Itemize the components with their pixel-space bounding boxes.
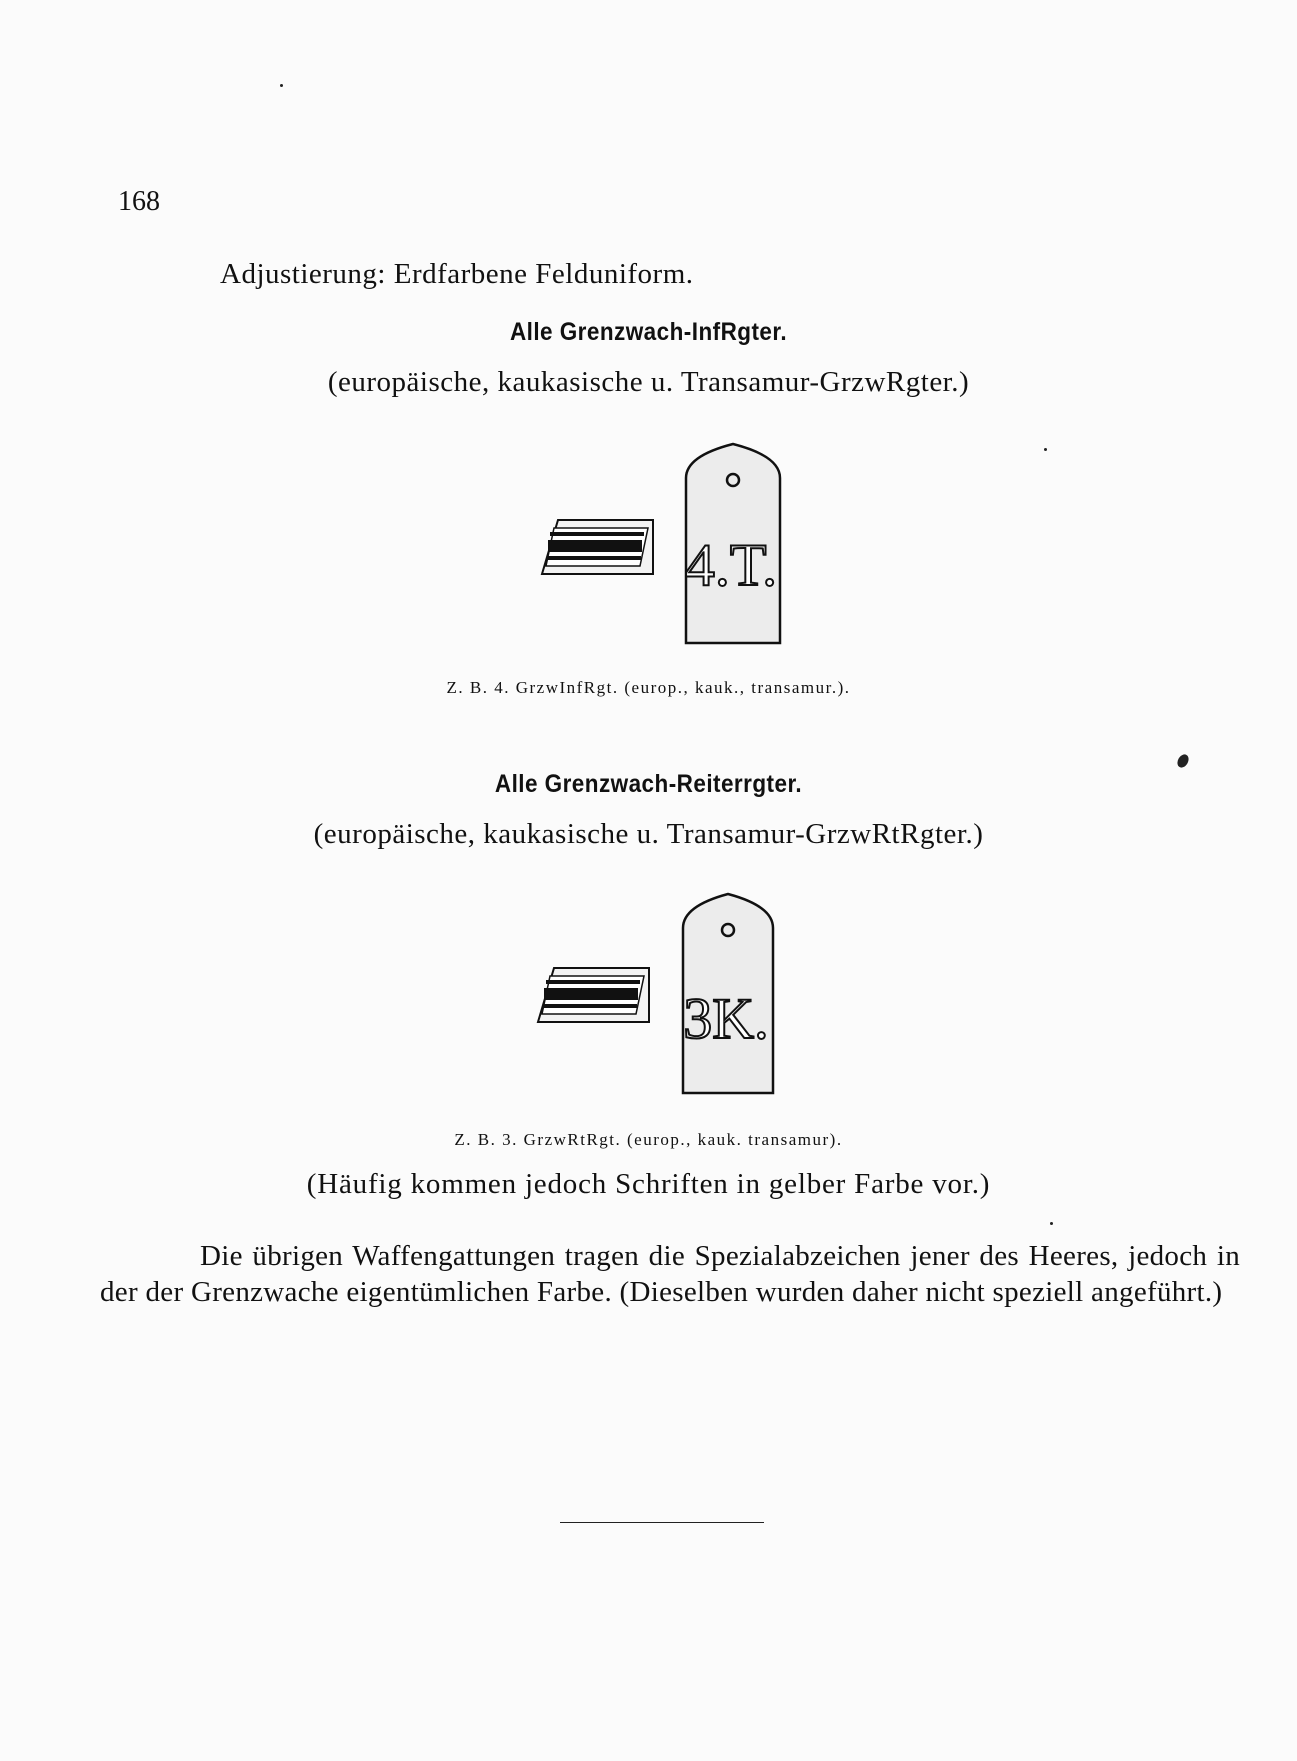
infantry-collar-patch-illustration xyxy=(540,518,655,578)
cavalry-caption: Z. B. 3. GrzwRtRgt. (europ., kauk. transamur). xyxy=(454,1130,843,1149)
ink-speck xyxy=(280,84,283,87)
ink-speck xyxy=(1050,1222,1053,1225)
infantry-shoulder-strap-illustration xyxy=(683,440,783,645)
cavalry-section-subtitle: (europäische, kaukasische u. Transamur-GrzwRtRgter.) xyxy=(313,818,984,850)
closing-paragraph: Die übrigen Waffengattungen tragen die Spezialabzeichen jener des Heeres, jedoch in der der Grenzwache eigentümlichen Farbe. (Dieselben wurden daher nicht speziell angeführt.) xyxy=(100,1240,1240,1308)
ink-speck xyxy=(1175,752,1191,769)
infantry-section-title: Alle Grenzwach-InfRgter. xyxy=(509,318,788,346)
cavalry-collar-patch-illustration xyxy=(536,966,651,1026)
adjustierung-line: Adjustierung: Erdfarbene Felduniform. xyxy=(220,258,694,290)
page-number: 168 xyxy=(118,186,160,217)
cavalry-shoulder-strap-illustration xyxy=(680,890,776,1095)
cavalry-section-title: Alle Grenzwach-Reiterrgter. xyxy=(494,770,803,798)
infantry-strap-label: 4.T. xyxy=(684,532,778,598)
cavalry-strap-label: 3K. xyxy=(683,986,769,1051)
cavalry-note: (Häufig kommen jedoch Schriften in gelber Farbe vor.) xyxy=(306,1168,991,1200)
end-rule xyxy=(560,1522,764,1523)
ink-speck xyxy=(1044,448,1047,451)
infantry-caption: Z. B. 4. GrzwInfRgt. (europ., kauk., transamur.). xyxy=(446,678,851,697)
infantry-section-subtitle: (europäische, kaukasische u. Transamur-GrzwRgter.) xyxy=(327,366,970,398)
